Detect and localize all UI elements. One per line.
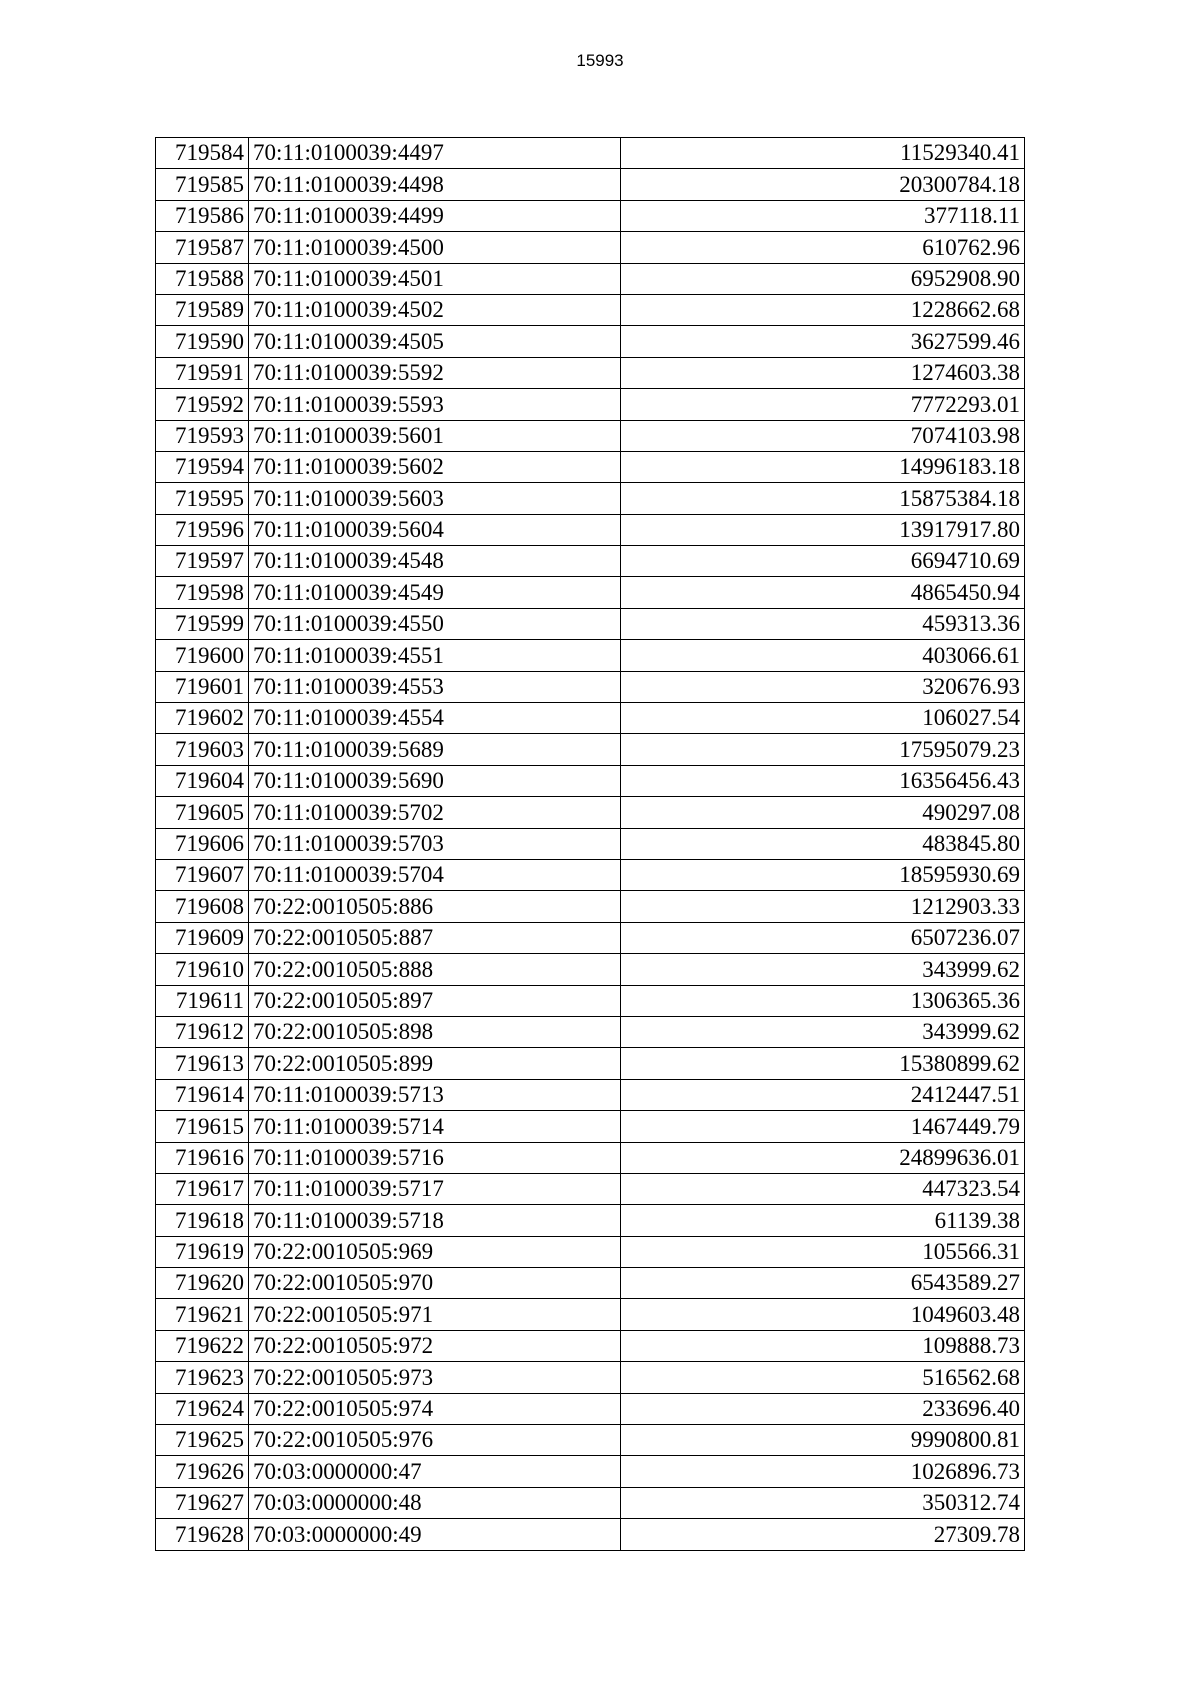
table-row <box>156 232 1025 263</box>
cadastral-number-cell: 70:11:0100039:4551 <box>249 640 621 671</box>
row-number-cell: 719614 <box>156 1079 249 1110</box>
table-body <box>156 138 1025 1551</box>
table-row <box>156 797 1025 828</box>
value-cell: 6543589.27 <box>621 1268 1025 1299</box>
table-row <box>156 1142 1025 1173</box>
table-row <box>156 1173 1025 1204</box>
row-number-cell: 719608 <box>156 891 249 922</box>
cadastral-number-cell: 70:11:0100039:5716 <box>249 1142 621 1173</box>
row-number-cell: 719616 <box>156 1142 249 1173</box>
cadastral-number-cell: 70:03:0000000:49 <box>249 1519 621 1550</box>
value-cell: 27309.78 <box>621 1519 1025 1550</box>
value-cell: 6694710.69 <box>621 546 1025 577</box>
cadastral-number-cell: 70:11:0100039:4501 <box>249 263 621 294</box>
value-cell: 15875384.18 <box>621 483 1025 514</box>
cadastral-number-cell: 70:11:0100039:4497 <box>249 138 621 169</box>
value-cell: 6952908.90 <box>621 263 1025 294</box>
table-row <box>156 1330 1025 1361</box>
cadastral-number-cell: 70:22:0010505:888 <box>249 954 621 985</box>
table-row <box>156 138 1025 169</box>
cadastral-number-cell: 70:22:0010505:886 <box>249 891 621 922</box>
cadastral-number-cell: 70:22:0010505:972 <box>249 1330 621 1361</box>
value-cell: 106027.54 <box>621 703 1025 734</box>
value-cell: 350312.74 <box>621 1487 1025 1518</box>
table-row <box>156 483 1025 514</box>
row-number-cell: 719592 <box>156 389 249 420</box>
cadastral-number-cell: 70:11:0100039:5690 <box>249 765 621 796</box>
cadastral-number-cell: 70:11:0100039:5603 <box>249 483 621 514</box>
table-row <box>156 1456 1025 1487</box>
table-row <box>156 294 1025 325</box>
cadastral-number-cell: 70:11:0100039:5593 <box>249 389 621 420</box>
value-cell: 1306365.36 <box>621 985 1025 1016</box>
table-row <box>156 1079 1025 1110</box>
row-number-cell: 719605 <box>156 797 249 828</box>
value-cell: 6507236.07 <box>621 922 1025 953</box>
table-row <box>156 671 1025 702</box>
cadastral-number-cell: 70:22:0010505:899 <box>249 1048 621 1079</box>
cadastral-number-cell: 70:11:0100039:5714 <box>249 1111 621 1142</box>
table-row <box>156 1487 1025 1518</box>
cadastral-number-cell: 70:11:0100039:5717 <box>249 1173 621 1204</box>
table-row <box>156 954 1025 985</box>
row-number-cell: 719599 <box>156 608 249 639</box>
value-cell: 61139.38 <box>621 1205 1025 1236</box>
row-number-cell: 719615 <box>156 1111 249 1142</box>
value-cell: 20300784.18 <box>621 169 1025 200</box>
cadastral-number-cell: 70:11:0100039:5713 <box>249 1079 621 1110</box>
cadastral-number-cell: 70:11:0100039:4499 <box>249 200 621 231</box>
cadastral-number-cell: 70:11:0100039:5702 <box>249 797 621 828</box>
data-table <box>155 137 1025 1551</box>
cadastral-number-cell: 70:22:0010505:970 <box>249 1268 621 1299</box>
page-number: 15993 <box>576 51 624 70</box>
value-cell: 1049603.48 <box>621 1299 1025 1330</box>
value-cell: 14996183.18 <box>621 451 1025 482</box>
table-row <box>156 828 1025 859</box>
table-row <box>156 1048 1025 1079</box>
row-number-cell: 719603 <box>156 734 249 765</box>
cadastral-number-cell: 70:11:0100039:4548 <box>249 546 621 577</box>
row-number-cell: 719589 <box>156 294 249 325</box>
table-row <box>156 1016 1025 1047</box>
value-cell: 403066.61 <box>621 640 1025 671</box>
value-cell: 13917917.80 <box>621 514 1025 545</box>
table-row <box>156 765 1025 796</box>
table-row <box>156 703 1025 734</box>
value-cell: 18595930.69 <box>621 859 1025 890</box>
row-number-cell: 719588 <box>156 263 249 294</box>
table-row <box>156 1111 1025 1142</box>
cadastral-number-cell: 70:11:0100039:5604 <box>249 514 621 545</box>
value-cell: 15380899.62 <box>621 1048 1025 1079</box>
row-number-cell: 719604 <box>156 765 249 796</box>
table-row <box>156 1205 1025 1236</box>
row-number-cell: 719626 <box>156 1456 249 1487</box>
cadastral-number-cell: 70:11:0100039:5602 <box>249 451 621 482</box>
table-row <box>156 577 1025 608</box>
table-row <box>156 546 1025 577</box>
row-number-cell: 719624 <box>156 1393 249 1424</box>
row-number-cell: 719590 <box>156 326 249 357</box>
cadastral-number-cell: 70:11:0100039:4498 <box>249 169 621 200</box>
table-row <box>156 169 1025 200</box>
value-cell: 109888.73 <box>621 1330 1025 1361</box>
value-cell: 516562.68 <box>621 1362 1025 1393</box>
value-cell: 2412447.51 <box>621 1079 1025 1110</box>
row-number-cell: 719600 <box>156 640 249 671</box>
value-cell: 3627599.46 <box>621 326 1025 357</box>
value-cell: 1228662.68 <box>621 294 1025 325</box>
row-number-cell: 719591 <box>156 357 249 388</box>
cadastral-number-cell: 70:11:0100039:5703 <box>249 828 621 859</box>
table-row <box>156 608 1025 639</box>
cadastral-number-cell: 70:03:0000000:48 <box>249 1487 621 1518</box>
row-number-cell: 719607 <box>156 859 249 890</box>
row-number-cell: 719613 <box>156 1048 249 1079</box>
row-number-cell: 719622 <box>156 1330 249 1361</box>
cadastral-number-cell: 70:22:0010505:897 <box>249 985 621 1016</box>
table-row <box>156 922 1025 953</box>
cadastral-number-cell: 70:22:0010505:971 <box>249 1299 621 1330</box>
cadastral-number-cell: 70:03:0000000:47 <box>249 1456 621 1487</box>
value-cell: 490297.08 <box>621 797 1025 828</box>
value-cell: 343999.62 <box>621 954 1025 985</box>
value-cell: 459313.36 <box>621 608 1025 639</box>
value-cell: 343999.62 <box>621 1016 1025 1047</box>
table-row <box>156 1268 1025 1299</box>
row-number-cell: 719618 <box>156 1205 249 1236</box>
row-number-cell: 719627 <box>156 1487 249 1518</box>
cadastral-number-cell: 70:22:0010505:973 <box>249 1362 621 1393</box>
row-number-cell: 719593 <box>156 420 249 451</box>
row-number-cell: 719612 <box>156 1016 249 1047</box>
value-cell: 24899636.01 <box>621 1142 1025 1173</box>
cadastral-number-cell: 70:11:0100039:5592 <box>249 357 621 388</box>
table-row <box>156 389 1025 420</box>
table-row <box>156 1425 1025 1456</box>
table-row <box>156 263 1025 294</box>
value-cell: 320676.93 <box>621 671 1025 702</box>
cadastral-number-cell: 70:11:0100039:4550 <box>249 608 621 639</box>
cadastral-number-cell: 70:11:0100039:4502 <box>249 294 621 325</box>
row-number-cell: 719586 <box>156 200 249 231</box>
table-row <box>156 859 1025 890</box>
row-number-cell: 719594 <box>156 451 249 482</box>
row-number-cell: 719598 <box>156 577 249 608</box>
table-row <box>156 357 1025 388</box>
row-number-cell: 719587 <box>156 232 249 263</box>
row-number-cell: 719584 <box>156 138 249 169</box>
table-row <box>156 891 1025 922</box>
value-cell: 483845.80 <box>621 828 1025 859</box>
row-number-cell: 719620 <box>156 1268 249 1299</box>
table-row <box>156 985 1025 1016</box>
cadastral-number-cell: 70:11:0100039:4505 <box>249 326 621 357</box>
value-cell: 4865450.94 <box>621 577 1025 608</box>
value-cell: 233696.40 <box>621 1393 1025 1424</box>
value-cell: 1274603.38 <box>621 357 1025 388</box>
cadastral-number-cell: 70:11:0100039:4500 <box>249 232 621 263</box>
table-row <box>156 640 1025 671</box>
cadastral-number-cell: 70:11:0100039:4553 <box>249 671 621 702</box>
table-row <box>156 200 1025 231</box>
value-cell: 1467449.79 <box>621 1111 1025 1142</box>
row-number-cell: 719602 <box>156 703 249 734</box>
row-number-cell: 719621 <box>156 1299 249 1330</box>
row-number-cell: 719617 <box>156 1173 249 1204</box>
row-number-cell: 719628 <box>156 1519 249 1550</box>
value-cell: 1212903.33 <box>621 891 1025 922</box>
row-number-cell: 719597 <box>156 546 249 577</box>
value-cell: 9990800.81 <box>621 1425 1025 1456</box>
cadastral-number-cell: 70:22:0010505:974 <box>249 1393 621 1424</box>
row-number-cell: 719596 <box>156 514 249 545</box>
row-number-cell: 719610 <box>156 954 249 985</box>
table-row <box>156 420 1025 451</box>
value-cell: 1026896.73 <box>621 1456 1025 1487</box>
value-cell: 17595079.23 <box>621 734 1025 765</box>
value-cell: 11529340.41 <box>621 138 1025 169</box>
row-number-cell: 719609 <box>156 922 249 953</box>
cadastral-number-cell: 70:22:0010505:976 <box>249 1425 621 1456</box>
cadastral-number-cell: 70:11:0100039:5718 <box>249 1205 621 1236</box>
row-number-cell: 719625 <box>156 1425 249 1456</box>
table-row <box>156 514 1025 545</box>
cadastral-number-cell: 70:22:0010505:969 <box>249 1236 621 1267</box>
value-cell: 16356456.43 <box>621 765 1025 796</box>
table-row <box>156 451 1025 482</box>
row-number-cell: 719595 <box>156 483 249 514</box>
cadastral-number-cell: 70:22:0010505:898 <box>249 1016 621 1047</box>
value-cell: 7074103.98 <box>621 420 1025 451</box>
table-row <box>156 1393 1025 1424</box>
row-number-cell: 719601 <box>156 671 249 702</box>
table-row <box>156 734 1025 765</box>
row-number-cell: 719619 <box>156 1236 249 1267</box>
cadastral-number-cell: 70:11:0100039:5601 <box>249 420 621 451</box>
cadastral-number-cell: 70:11:0100039:5704 <box>249 859 621 890</box>
value-cell: 610762.96 <box>621 232 1025 263</box>
cadastral-number-cell: 70:11:0100039:4549 <box>249 577 621 608</box>
row-number-cell: 719585 <box>156 169 249 200</box>
cadastral-number-cell: 70:11:0100039:5689 <box>249 734 621 765</box>
table-row <box>156 326 1025 357</box>
row-number-cell: 719611 <box>156 985 249 1016</box>
table-row <box>156 1519 1025 1550</box>
row-number-cell: 719623 <box>156 1362 249 1393</box>
table-row <box>156 1299 1025 1330</box>
value-cell: 7772293.01 <box>621 389 1025 420</box>
value-cell: 377118.11 <box>621 200 1025 231</box>
value-cell: 105566.31 <box>621 1236 1025 1267</box>
table-row <box>156 1236 1025 1267</box>
table-row <box>156 1362 1025 1393</box>
cadastral-number-cell: 70:11:0100039:4554 <box>249 703 621 734</box>
row-number-cell: 719606 <box>156 828 249 859</box>
value-cell: 447323.54 <box>621 1173 1025 1204</box>
cadastral-number-cell: 70:22:0010505:887 <box>249 922 621 953</box>
